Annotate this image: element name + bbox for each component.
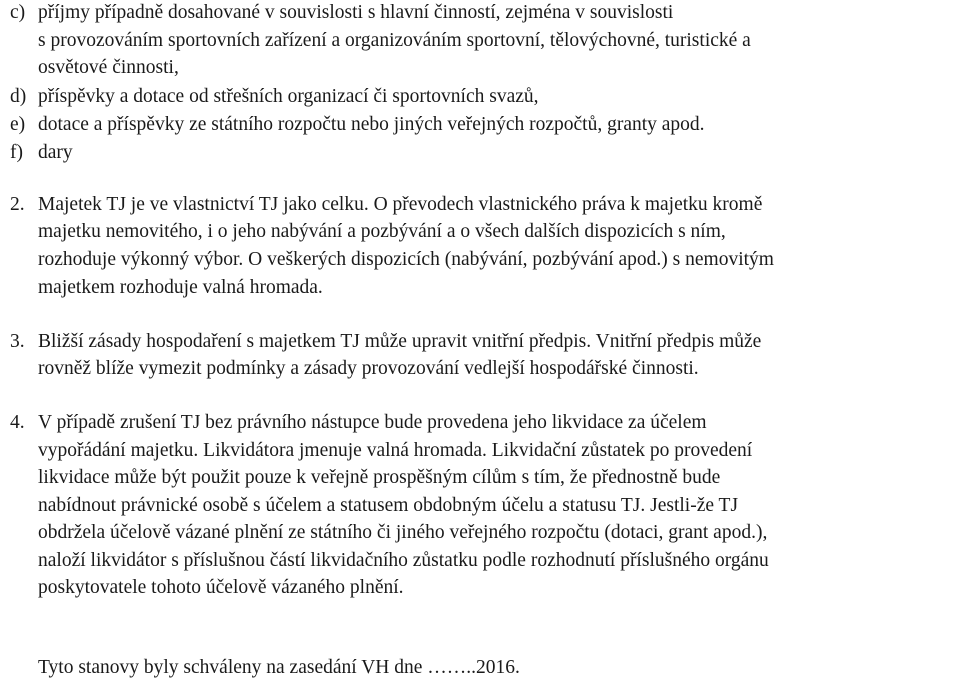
list-item-f: dary bbox=[38, 142, 73, 163]
list-item-c-line-3: osvětové činnosti, bbox=[38, 57, 179, 78]
list-marker-c: c) bbox=[10, 2, 26, 23]
list-item-c-line-2 bbox=[38, 28, 956, 54]
section-2-line-2 bbox=[38, 219, 956, 245]
text-line: Majetek TJ je ve vlastnictví TJ jako celku. O převodech vlastnického práva k majetku kromě bbox=[38, 194, 763, 215]
text-line: vypořádání majetku. Likvidátora jmenuje valná hromada. Likvidační zůstatek po provedení bbox=[38, 440, 753, 461]
section-2-line-1 bbox=[38, 192, 956, 218]
closing-statement: Tyto stanovy byly schváleny na zasedání VH dne ……..2016. bbox=[38, 657, 520, 678]
list-item-c-line-1 bbox=[38, 0, 956, 26]
list-item-d: příspěvky a dotace od střešních organizací či sportovních svazů, bbox=[38, 86, 539, 107]
list-item-e: dotace a příspěvky ze státního rozpočtu nebo jiných veřejných rozpočtů, granty apod. bbox=[38, 114, 705, 135]
text-line: nabídnout právnické osobě s účelem a statusem obdobným účelu a statusu TJ. Jestli-že TJ bbox=[38, 495, 739, 516]
list-marker-d: d) bbox=[10, 86, 27, 107]
text-line: naloží likvidátor s příslušnou částí likvidačního zůstatku podle rozhodnutí příslušného orgánu bbox=[38, 550, 769, 571]
section-2-line-3: rozhoduje výkonný výbor. O veškerých dispozicích (nabývání, pozbývání apod.) s nemovitým bbox=[38, 249, 774, 270]
section-3-line-1 bbox=[38, 329, 956, 355]
text-line: likvidace může být použit pouze k veřejně prospěšným cílům s tím, že přednostně bude bbox=[38, 467, 721, 488]
section-3-number: 3. bbox=[10, 331, 25, 352]
section-4-line-6 bbox=[38, 548, 956, 574]
text-line: s provozováním sportovních zařízení a organizováním sportovní, tělovýchovné, turistické a bbox=[38, 30, 751, 51]
section-4-line-4 bbox=[38, 493, 956, 519]
section-2-line-4: majetkem rozhoduje valná hromada. bbox=[38, 277, 323, 298]
section-4-line-5 bbox=[38, 520, 956, 546]
section-4-number: 4. bbox=[10, 412, 25, 433]
text-line: obdržela účelově vázané plnění ze státního či jiného veřejného rozpočtu (dotaci, grant apod.), bbox=[38, 522, 768, 543]
text-line: majetku nemovitého, i o jeho nabývání a pozbývání a o všech dalších dispozicích s ním, bbox=[38, 221, 726, 242]
section-4-line-3 bbox=[38, 465, 956, 491]
section-4-line-7: poskytovatele tohoto účelově vázaného plnění. bbox=[38, 577, 404, 598]
text-line: příjmy případně dosahované v souvislosti s hlavní činností, zejména v souvislosti bbox=[38, 2, 674, 23]
text-line: V případě zrušení TJ bez právního nástupce bude provedena jeho likvidace za účelem bbox=[38, 412, 707, 433]
text-line: Bližší zásady hospodaření s majetkem TJ může upravit vnitřní předpis. Vnitřní předpis může bbox=[38, 331, 762, 352]
section-4-line-2 bbox=[38, 438, 956, 464]
section-4-line-1 bbox=[38, 410, 956, 436]
list-marker-f: f) bbox=[10, 142, 23, 163]
section-3-line-2: rovněž blíže vymezit podmínky a zásady provozování vedlejší hospodářské činnosti. bbox=[38, 358, 699, 379]
section-2-number: 2. bbox=[10, 194, 25, 215]
list-marker-e: e) bbox=[10, 114, 26, 135]
